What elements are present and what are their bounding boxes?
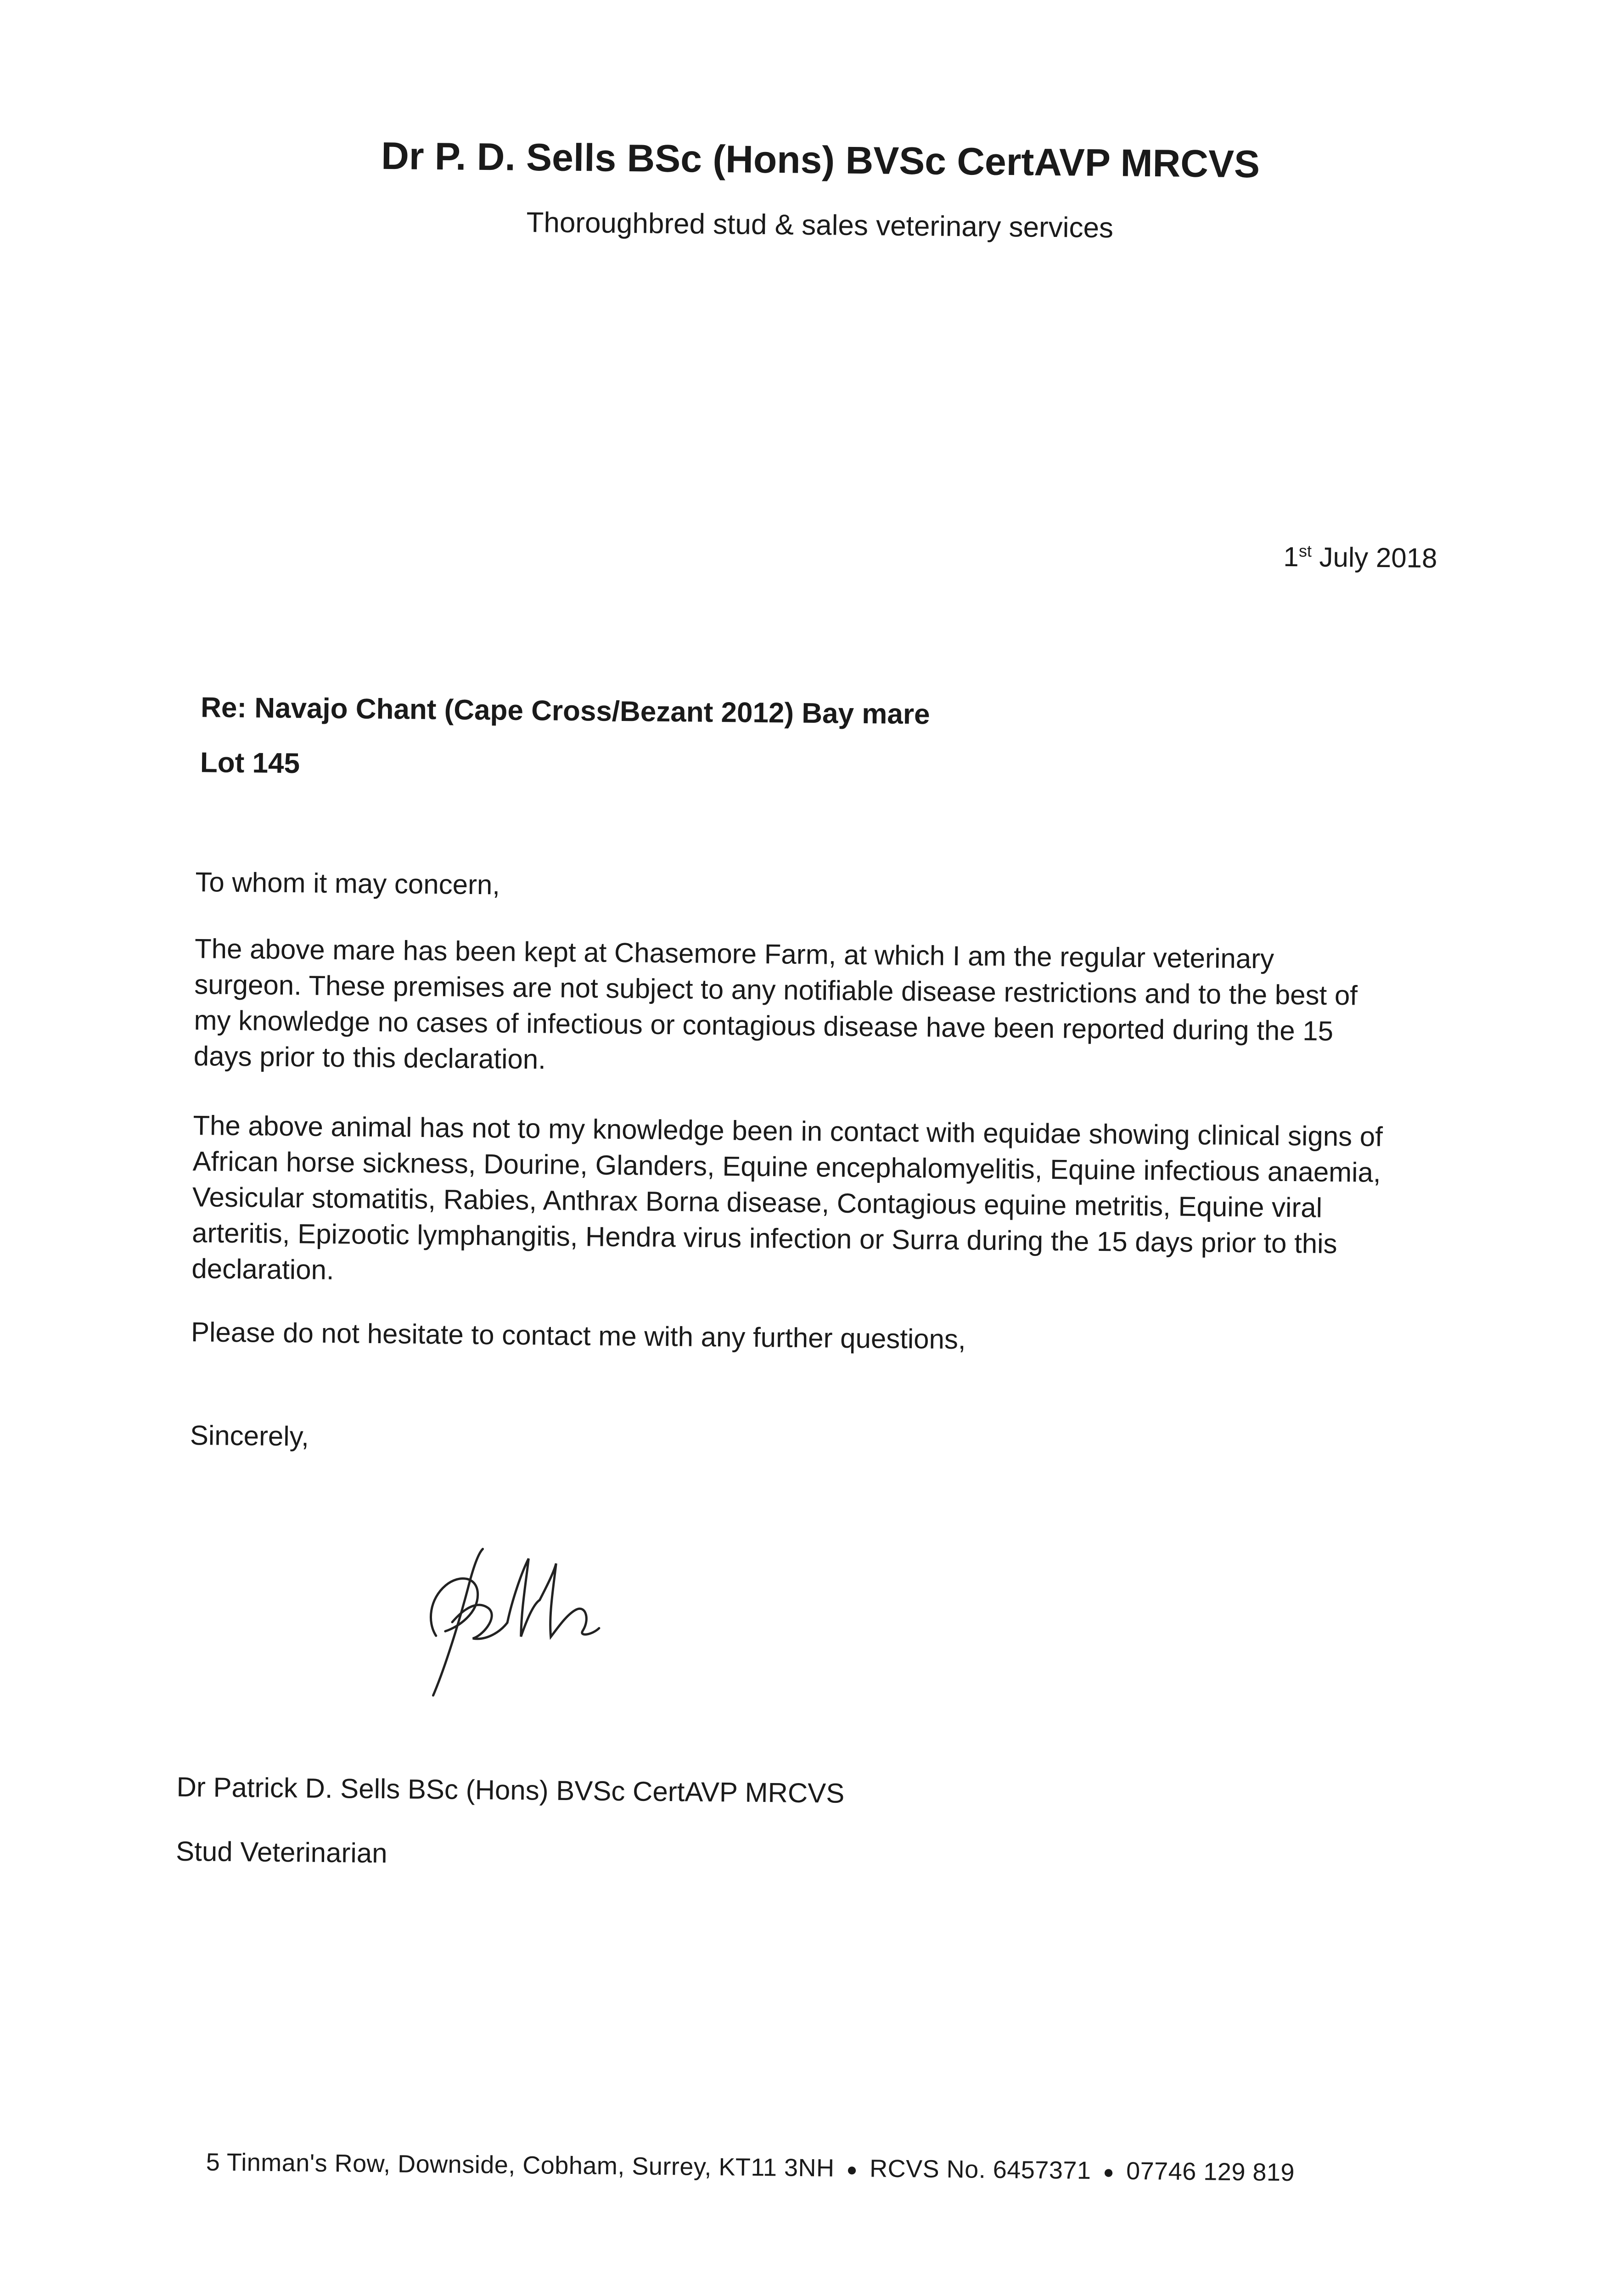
footer-rcvs: RCVS No. 6457371 [869,2155,1091,2184]
body-paragraph-2: The above animal has not to my knowledge been in contact with equidae showing clinical signs of African horse sickness, Dourine, Glanders, Equine encephalomyelitis, Equine infectious anaemia, Vesicular stomatitis, Rabies, Anthrax Borna disease, Contagious equine metritis, Equine viral arteritis, Epizootic lymphangitis, Hendra virus infection or Surra during the 15 days prior to this declaration. [191,1110,1383,1286]
letterhead-name: Dr P. D. Sells BSc (Hons) BVSc CertAVP MRCVS [381,134,1260,186]
footer-phone: 07746 129 819 [1126,2157,1295,2187]
lot-line: Lot 145 [200,747,300,780]
date-day: 1 [1283,541,1299,573]
footer-address: 5 Tinman's Row, Downside, Cobham, Surrey, KT11 3NH [206,2148,835,2182]
bullet-icon: ● [1103,2162,1115,2183]
handwritten-signature [408,1530,612,1706]
bullet-icon: ● [846,2160,858,2180]
letterhead-tagline: Thoroughbred stud & sales veterinary services [526,206,1114,244]
subject-line: Re: Navajo Chant (Cape Cross/Bezant 2012) Bay mare [200,692,930,731]
letter-date [1283,541,1437,574]
footer [206,2148,1295,2187]
body-paragraph-1: The above mare has been kept at Chasemore Farm, at which I am the regular veterinary surgeon. These premises are not subject to any notifiable disease restrictions and to the best of my knowledge no cases of infectious or contagious disease have been reported during the 15 days prior to this declaration. [193,933,1358,1075]
signer-role: Stud Veterinarian [175,1835,387,1869]
salutation: To whom it may concern, [195,867,500,900]
sign-off: Sincerely, [190,1420,309,1452]
date-rest: July 2018 [1319,541,1437,574]
date-suffix: st [1298,541,1312,561]
signer-name: Dr Patrick D. Sells BSc (Hons) BVSc CertAVP MRCVS [176,1771,845,1809]
closing-sentence: Please do not hesitate to contact me with any further questions, [191,1317,966,1355]
